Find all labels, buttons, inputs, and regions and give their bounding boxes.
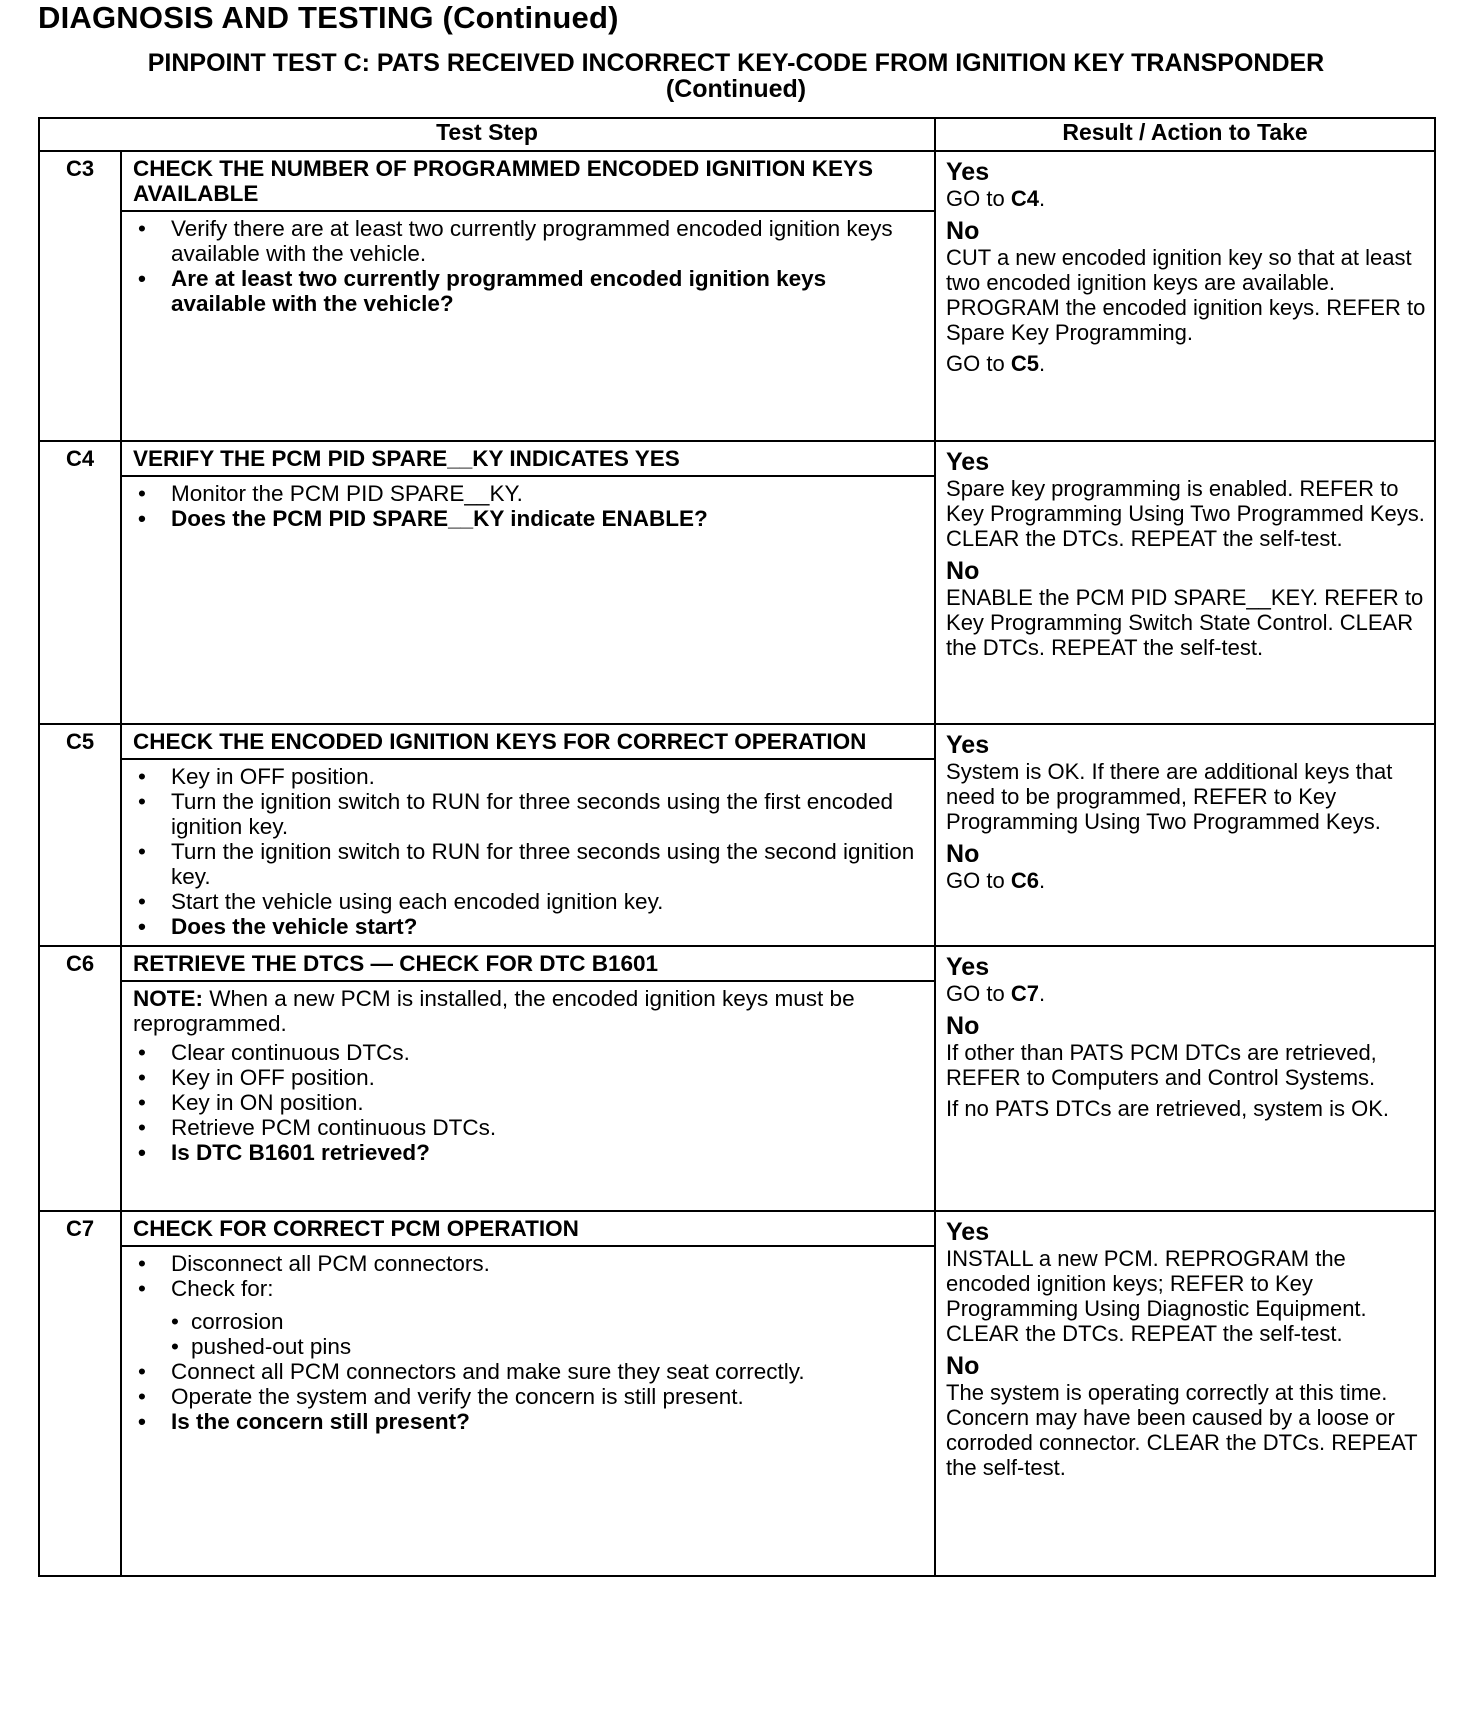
yes-label: Yes [946, 953, 990, 981]
step-body [121, 759, 935, 946]
step-c7-header-row [39, 1211, 1435, 1246]
goto-text: GO to [946, 351, 1011, 376]
list-item: • Disconnect all PCM connectors. [138, 1251, 490, 1276]
step-c7-result [935, 1211, 1435, 1576]
goto-step: C6 [1010, 868, 1039, 893]
goto-step: C4 [1010, 186, 1039, 211]
step-c6-header-row [39, 946, 1435, 981]
step-question: • Does the PCM PID SPARE__KY indicate ENABLE? [138, 506, 708, 531]
step-question: • Does the vehicle start? [138, 914, 418, 939]
step-c3-result [935, 151, 1435, 441]
step-c4-header-row [39, 441, 1435, 476]
test-title-line1: PINPOINT TEST C: PATS RECEIVED INCORRECT KEY-CODE FROM IGNITION KEY TRANSPONDER [147, 49, 1325, 77]
list-item: • Monitor the PCM PID SPARE__KY. [138, 481, 523, 506]
yes-label: Yes [946, 158, 990, 186]
step-body [121, 476, 935, 724]
step-id: C5 [39, 724, 121, 946]
sub-list-item: • pushed-out pins [171, 1334, 352, 1359]
step-c6-result [935, 946, 1435, 1211]
test-title-line2: (Continued) [665, 75, 807, 103]
note: NOTE: When a new PCM is installed, the encoded ignition keys must be reprogrammed. [133, 986, 855, 1036]
no-label: No [946, 217, 980, 245]
step-c5-result [935, 724, 1435, 946]
step-heading: RETRIEVE THE DTCS — CHECK FOR DTC B1601 [121, 946, 935, 981]
step-question: • Is DTC B1601 retrieved? [138, 1140, 430, 1165]
step-c4-result [935, 441, 1435, 724]
no-action-text: If other than PATS PCM DTCs are retrieved, REFER to Computers and Control Systems. [946, 1040, 1377, 1090]
list-item: • Key in OFF position. [138, 1065, 375, 1090]
step-heading: VERIFY THE PCM PID SPARE__KY INDICATES YES [121, 441, 935, 476]
column-header-test-step: Test Step [39, 118, 935, 151]
list-item: • Turn the ignition switch to RUN for three seconds using the first encoded ignition key. [138, 789, 894, 839]
list-item: • Key in ON position. [138, 1090, 364, 1115]
list-item: • Connect all PCM connectors and make sure they seat correctly. [138, 1359, 805, 1384]
pinpoint-test-table [38, 117, 1436, 1577]
result-yes [946, 731, 1430, 834]
result-no [946, 1352, 1430, 1480]
period: . [1038, 981, 1046, 1006]
goto-step: C7 [1010, 981, 1039, 1006]
yes-label: Yes [946, 1218, 990, 1246]
pinpoint-test-title [38, 50, 1434, 102]
yes-action-text: System is OK. If there are additional keys that need to be programmed, REFER to Key Programming Using Two Programmed Keys. [946, 759, 1393, 834]
step-question: • Are at least two currently programmed encoded ignition keys available with the vehicle? [138, 266, 827, 316]
yes-action-text: INSTALL a new PCM. REPROGRAM the encoded ignition keys; REFER to Key Programming Using Diagnostic Equipment. CLEAR the DTCs. REPEAT the self-test. [946, 1246, 1367, 1346]
step-c5-header-row [39, 724, 1435, 759]
yes-label: Yes [946, 731, 990, 759]
list-item: • Verify there are at least two currently programmed encoded ignition keys available with the vehicle. [138, 216, 893, 266]
list-item: • Retrieve PCM continuous DTCs. [138, 1115, 497, 1140]
result-yes [946, 158, 1430, 211]
list-item: • Clear continuous DTCs. [138, 1040, 410, 1065]
list-item: • Turn the ignition switch to RUN for three seconds using the second ignition key. [138, 839, 915, 889]
page-title: DIAGNOSIS AND TESTING (Continued) [38, 0, 619, 35]
goto-text: GO to [946, 868, 1011, 893]
list-item: • Check for: • corrosion • pushed-out pins [133, 1276, 926, 1359]
step-id: C3 [39, 151, 121, 441]
step-heading: CHECK THE ENCODED IGNITION KEYS FOR CORRECT OPERATION [121, 724, 935, 759]
step-heading: CHECK THE NUMBER OF PROGRAMMED ENCODED IGNITION KEYS AVAILABLE [121, 151, 935, 211]
result-no [946, 1012, 1430, 1121]
step-body [121, 981, 935, 1211]
goto-step: C5 [1010, 351, 1039, 376]
step-body [121, 1246, 935, 1576]
result-no [946, 840, 1430, 893]
no-action-text: CUT a new encoded ignition key so that at least two encoded ignition keys are available. PROGRAM the encoded ignition keys. REFER to Spare Key Programming. [946, 245, 1426, 345]
result-no [946, 217, 1430, 376]
no-action-text-2: If no PATS DTCs are retrieved, system is OK. [946, 1096, 1389, 1121]
yes-action-text: Spare key programming is enabled. REFER to Key Programming Using Two Programmed Keys. CLEAR the DTCs. REPEAT the self-test. [946, 476, 1425, 551]
column-header-result: Result / Action to Take [935, 118, 1435, 151]
yes-label: Yes [946, 448, 990, 476]
no-label: No [946, 1012, 980, 1040]
table-header-row [39, 118, 1435, 151]
step-question: • Is the concern still present? [138, 1409, 470, 1434]
result-yes [946, 448, 1430, 551]
result-yes [946, 953, 1430, 1006]
no-action-text: The system is operating correctly at this time. Concern may have been caused by a loose or corroded connector. CLEAR the DTCs. REPEAT the self-test. [946, 1380, 1418, 1480]
period: . [1038, 186, 1046, 211]
no-label: No [946, 557, 980, 585]
goto-text: GO to [946, 186, 1011, 211]
step-c3-header-row [39, 151, 1435, 211]
sub-list-item: • corrosion [171, 1309, 284, 1334]
period: . [1038, 868, 1046, 893]
no-label: No [946, 840, 980, 868]
list-item: • Operate the system and verify the concern is still present. [138, 1384, 744, 1409]
step-id: C7 [39, 1211, 121, 1576]
step-heading: CHECK FOR CORRECT PCM OPERATION [121, 1211, 935, 1246]
step-id: C4 [39, 441, 121, 724]
period: . [1038, 351, 1046, 376]
result-yes [946, 1218, 1430, 1346]
no-label: No [946, 1352, 980, 1380]
list-item: • Start the vehicle using each encoded ignition key. [138, 889, 664, 914]
step-body [121, 211, 935, 441]
no-action-text: ENABLE the PCM PID SPARE__KEY. REFER to Key Programming Switch State Control. CLEAR the DTCs. REPEAT the self-test. [946, 585, 1424, 660]
list-item: • Key in OFF position. [138, 764, 375, 789]
step-id: C6 [39, 946, 121, 1211]
goto-text: GO to [946, 981, 1011, 1006]
result-no [946, 557, 1430, 660]
